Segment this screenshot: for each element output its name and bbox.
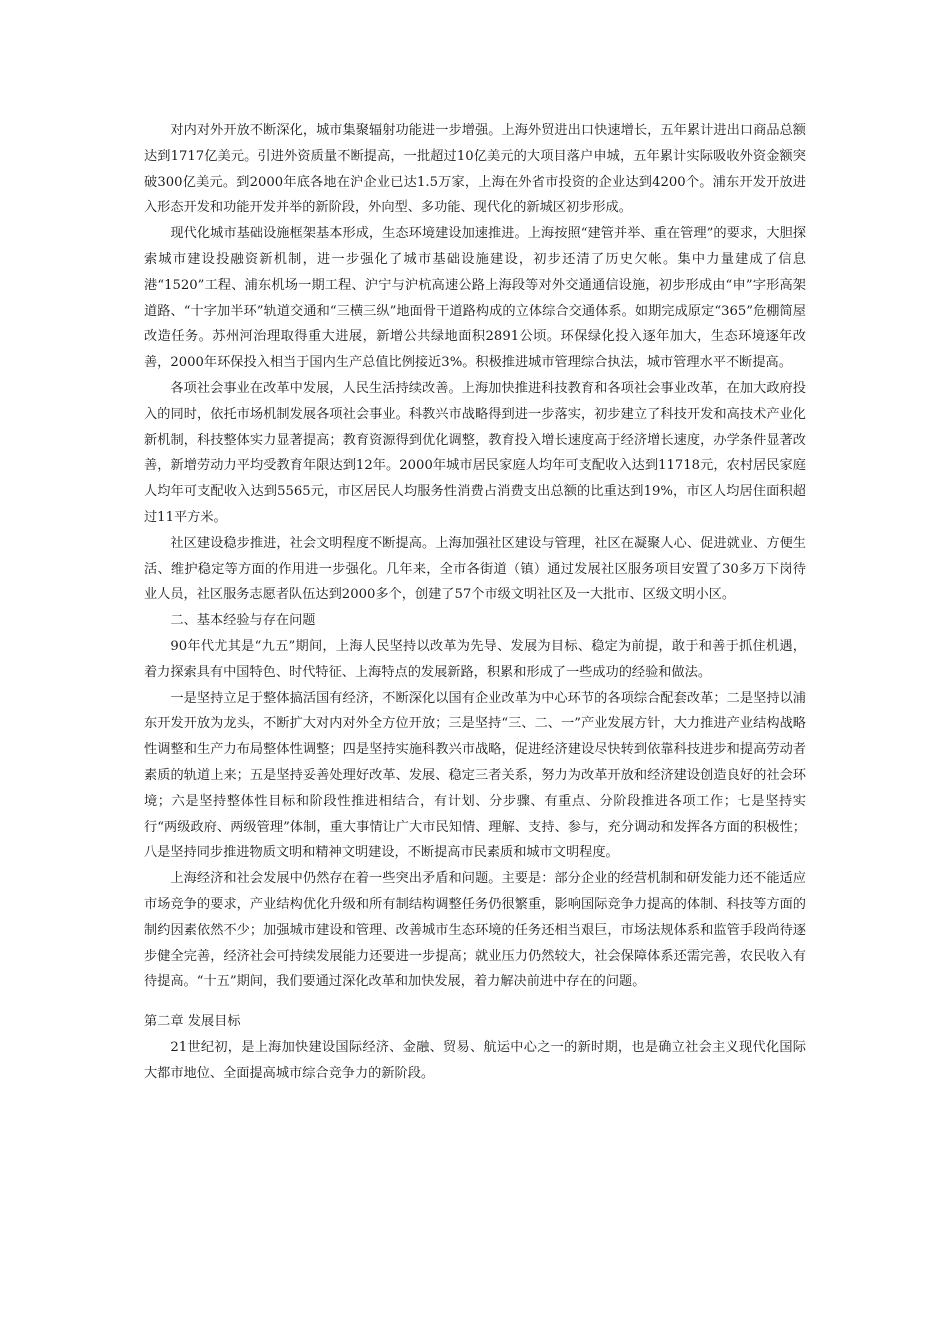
section-heading-experience: 二、基本经验与存在问题 <box>170 613 316 629</box>
paragraph-opening-up: 对内对外开放不断深化，城市集聚辐射功能进一步增强。上海外贸进出口快速增长，五年累计进出口商品总额达到1717亿美元。引进外资质量不断提高，一批超过10亿美元的大项目落户申城，五年累计实际吸收外资金额突破300亿美元。到2000年底各地在沪企业已达1.5万家，上海在外省市投资的企业达到4200个。浦东开发开放进入形态开发和功能开发并举的新阶段，外向型、多功能、现代化的新城区初步形成。 <box>144 123 806 216</box>
paragraph-community-building: 社区建设稳步推进，社会文明程度不断提高。上海加强社区建设与管理，社区在凝聚人心、促进就业、方便生活、维护稳定等方面的作用进一步强化。几年来，全市各街道（镇）通过发展社区服务项目安置了30多万下岗待业人员，社区服务志愿者队伍达到2000多个，创建了57个市级文明社区及一大批市、区级文明小区。 <box>144 535 806 603</box>
paragraph-nineties-review: 90年代尤其是“九五”期间，上海人民坚持以改革为先导、发展为目标、稳定为前提，敢于和善于抓住机遇，着力探索具有中国特色、时代特征、上海特点的发展新路，积累和形成了一些成功的经验和做法。 <box>144 638 806 680</box>
paragraph-new-century: 21世纪初，是上海加快建设国际经济、金融、贸易、航运中心之一的新时期，也是确立社会主义现代化国际大都市地位、全面提高城市综合竞争力的新阶段。 <box>144 1039 806 1081</box>
paragraph-existing-problems: 上海经济和社会发展中仍然存在着一些突出矛盾和问题。主要是：部分企业的经营机制和研发能力还不能适应市场竞争的要求，产业结构优化升级和所有制结构调整任务仍很繁重，影响国际竞争力提高的体制、科技等方面的制约因素依然不少；加强城市建设和管理、改善城市生态环境的任务还相当艰巨，市场法规体系和监管手段尚待逐步健全完善，经济社会可持续发展能力还要进一步提高；就业压力仍然较大，社会保障体系还需完善，农民收入有待提高。“十五”期间，我们要通过深化改革和加快发展，着力解决前进中存在的问题。 <box>144 871 806 990</box>
document-body <box>144 118 806 1086</box>
paragraph-social-undertakings: 各项社会事业在改革中发展，人民生活持续改善。上海加快推进科技教育和各项社会事业改革，在加大政府投入的同时，依托市场机制发展各项社会事业。科教兴市战略得到进一步落实，初步建立了科技开发和高技术产业化新机制，科技整体实力显著提高；教育资源得到优化调整，教育投入增长速度高于经济增长速度，办学条件显著改善，新增劳动力平均受教育年限达到12年。2000年城市居民家庭人均年可支配收入达到11718元，农村居民家庭人均年可支配收入达到5565元，市区居民人均服务性消费占消费支出总额的比重达到19%，市区人均居住面积超过11平方米。 <box>144 380 806 525</box>
paragraph-eight-experiences: 一是坚持立足于整体搞活国有经济，不断深化以国有企业改革为中心环节的各项综合配套改革；二是坚持以浦东开发开放为龙头，不断扩大对内对外全方位开放；三是坚持“三、二、一”产业发展方针，大力推进产业结构战略性调整和生产力布局整体性调整；四是坚持实施科教兴市战略，促进经济建设尽快转到依靠科技进步和提高劳动者素质的轨道上来；五是坚持妥善处理好改革、发展、稳定三者关系，努力为改革开放和经济建设创造良好的社会环境；六是坚持整体性目标和阶段性推进相结合，有计划、分步骤、有重点、分阶段推进各项工作；七是坚持实行“两级政府、两级管理”体制，重大事情让广大市民知情、理解、支持、参与，充分调动和发挥各方面的积极性；八是坚持同步推进物质文明和精神文明建设，不断提高市民素质和城市文明程度。 <box>144 690 806 861</box>
paragraph-infrastructure: 现代化城市基础设施框架基本形成，生态环境建设加速推进。上海按照“建管并举、重在管理”的要求，大胆探索城市建设投融资新机制，进一步强化了城市基础设施建设，初步还清了历史欠帐。集中力量建成了信息港“1520”工程、浦东机场一期工程、沪宁与沪杭高速公路上海段等对外交通通信设施，初步形成由“申”字形高架道路、“十字加半环”轨道交通和“三横三纵”地面骨干道路构成的立体综合交通体系。如期完成原定“365”危棚简屋改造任务。苏州河治理取得重大进展，新增公共绿地面积2891公顷。环保绿化投入逐年加大，生态环境逐年改善，2000年环保投入相当于国内生产总值比例接近3%。积极推进城市管理综合执法，城市管理水平不断提高。 <box>144 226 806 371</box>
chapter-heading-goals: 第二章 发展目标 <box>144 1014 241 1030</box>
